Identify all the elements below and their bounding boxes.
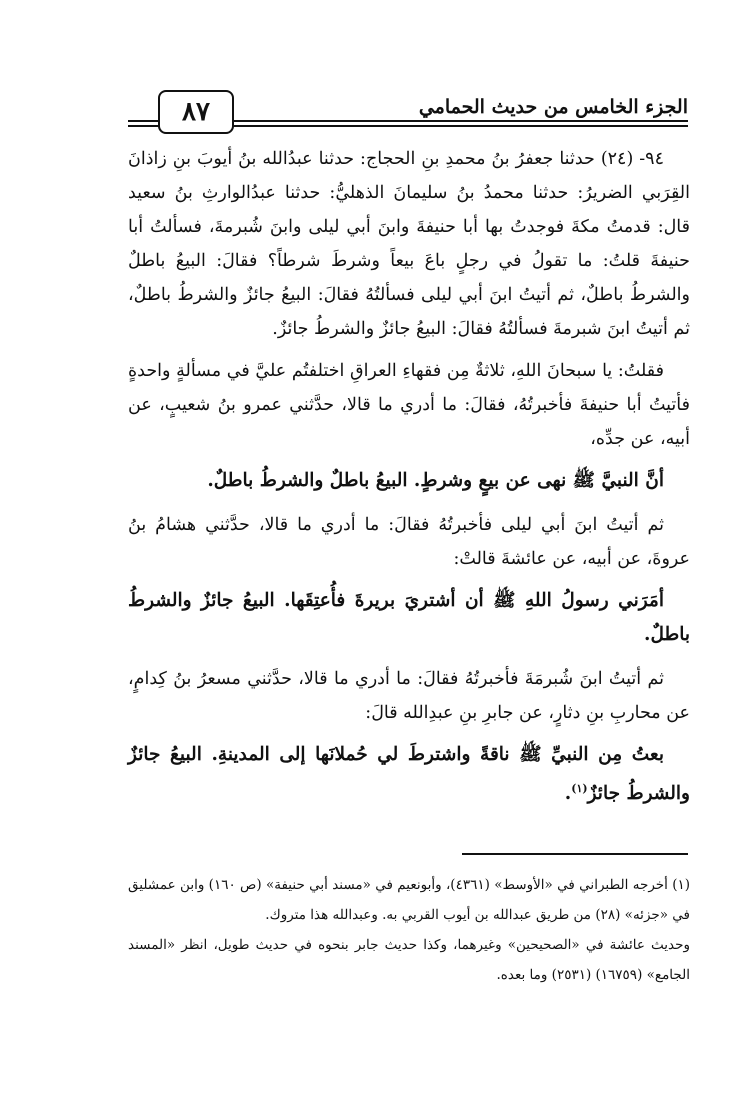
paragraph-question: فقلتُ: يا سبحانَ اللهِ، ثلاثةٌ مِن فقهاءِ العراقِ اختلفتُم عليَّ في مسألةٍ واحدةٍ فأتيتُ أبا حنيفةَ فأخبرتُهُ، فقالَ: ما أدري ما قالا، حدَّثني عمرو بنُ شعيبٍ، عن أبيه، عن جدِّه، (128, 361, 690, 449)
footnote-1-continued: وحديث عائشة في «الصحيحين» وغيرهما، وكذا حديث جابر بنحوه في حديث طويل، انظر «المسند الجامع» (١٦٧٥٩) (٢٥٣١) وما بعده. (128, 937, 690, 983)
footnote-ref-1[interactable]: (١) (571, 782, 588, 795)
hadith-text-3-end: . (564, 783, 572, 805)
paragraph-ibn-abi-layla: ثم أتيتُ ابنَ أبي ليلى فأخبرتُهُ فقالَ: ما أدري ما قالا، حدَّثني هشامُ بنُ عروةَ، عن أبيه، عن عائشةَ قالتْ: (128, 515, 690, 569)
running-title: الجزء الخامس من حديث الحمامي (418, 96, 688, 118)
page-number: ٨٧ (158, 90, 234, 134)
hadith-text-3 (128, 738, 690, 811)
paragraph-isnad: ٩٤- (٢٤) حدثنا جعفرُ بنُ محمدِ بنِ الحجاج: حدثنا عبدُالله بنُ أيوبَ بنِ زاذانَ القِرَبي الضريرُ: حدثنا محمدُ بنُ سليمانَ الذهليُّ: حدثنا عبدُالوارثِ بنُ سعيد قال: قدمتُ مكةَ فوجدتُ بها أبا حنيفةَ وابنَ أبي ليلى وابنَ شُبرمةَ، فسألتُ أبا حنيفةَ قلتُ: ما تقولُ في رجلٍ باعَ بيعاً وشرطَ شرطاً؟ فقالَ: البيعُ باطلٌ والشرطُ باطلٌ، ثم أتيتُ ابنَ أبي ليلى فسألتُهُ فقالَ: البيعُ جائزٌ والشرطُ باطلٌ، ثم أتيتُ ابنَ شبرمةَ فسألتُهُ فقالَ: البيعُ جائزٌ والشرطُ جائزٌ. (128, 149, 690, 339)
hadith-text-3-body: بعتُ مِن النبيِّ ﷺ ناقةً واشترطَ لي حُملانَها إلى المدينةِ. البيعُ جائزٌ والشرطُ جائزٌ (128, 744, 690, 805)
hadith-text-2: أمَرَني رسولُ اللهِ ﷺ أن أشتريَ بريرةَ فأُعتِقَها. البيعُ جائزٌ والشرطُ باطلٌ. (128, 590, 690, 645)
page-header (128, 88, 688, 138)
footnote-separator (462, 853, 688, 855)
paragraph-ibn-shubruma: ثم أتيتُ ابنَ شُبرمَةَ فأخبرتُهُ فقالَ: ما أدري ما قالا، حدَّثني مسعرُ بنُ كِدامٍ، عن محاربِ بنِ دثارٍ، عن جابرِ بنِ عبدِالله قالَ: (128, 669, 690, 723)
footnote-1: (١) أخرجه الطبراني في «الأوسط» (٤٣٦١)، وأبونعيم في «مسند أبي حنيفة» (ص ١٦٠) وابن عمشليق في «جزئه» (٢٨) من طريق عبدالله بن أيوب القربي به. وعبدالله هذا متروك. (128, 877, 691, 923)
hadith-text-1: أنَّ النبيَّ ﷺ نهى عن بيعٍ وشرطٍ. البيعُ باطلٌ والشرطُ باطلٌ. (207, 470, 664, 491)
main-text (128, 142, 690, 821)
footnotes (128, 870, 690, 990)
